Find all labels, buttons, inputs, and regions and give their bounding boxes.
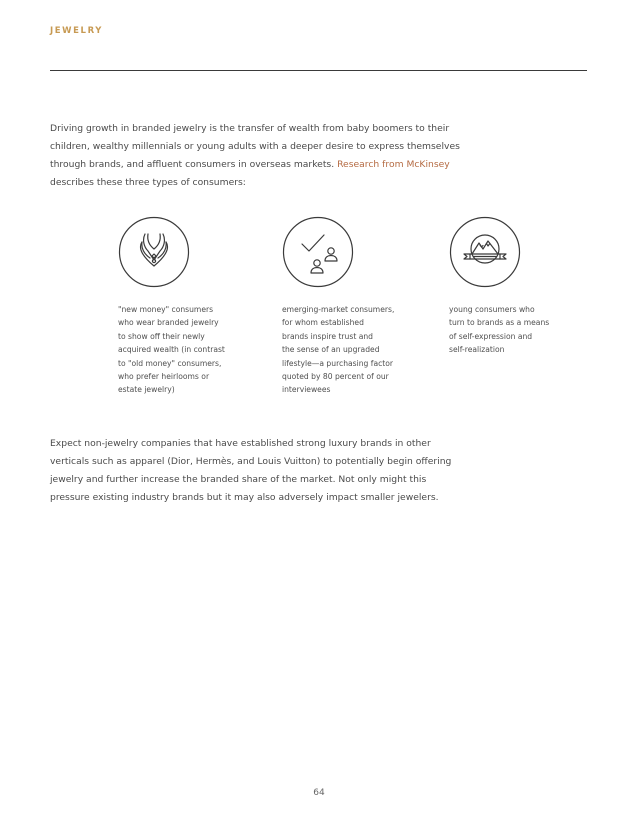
caption-line: emerging-market consumers, <box>282 305 395 314</box>
outro-line: jewelry and further increase the branded share of the market. Not only might this <box>50 474 427 485</box>
caption-line: the sense of an upgraded <box>282 345 380 355</box>
intro-line: describes these three types of consumers: <box>50 177 246 188</box>
caption-line: estate jewelry) <box>118 385 175 395</box>
caption-line: who wear branded jewelry <box>118 318 219 328</box>
necklace-icon <box>118 216 190 288</box>
consumer-type-caption <box>118 303 258 397</box>
caption-line: young consumers who <box>449 305 535 314</box>
outro-line: Expect non-jewelry companies that have established strong luxury brands in other <box>50 438 431 449</box>
caption-line: quoted by 80 percent of our <box>282 372 389 382</box>
header-divider <box>50 70 587 71</box>
caption-line: lifestyle—a purchasing factor <box>282 358 394 368</box>
caption-line: to "old money" consumers, <box>118 358 222 368</box>
mckinsey-research-link[interactable]: Research from McKinsey <box>337 159 450 170</box>
consumer-type-caption <box>282 303 422 397</box>
caption-line: for whom established <box>282 318 364 328</box>
intro-line <box>50 156 450 174</box>
section-label: JEWELRY <box>50 26 104 36</box>
caption-line: "new money" consumers <box>118 305 214 314</box>
caption-line: to show off their newly <box>118 331 205 341</box>
intro-line: Driving growth in branded jewelry is the transfer of wealth from baby boomers to their <box>50 123 450 134</box>
outro-line: pressure existing industry brands but it may also adversely impact smaller jewelers. <box>50 492 439 503</box>
outro-line: verticals such as apparel (Dior, Hermès, and Louis Vuitton) to potentially begin offering <box>50 456 452 467</box>
caption-line: who prefer heirlooms or <box>118 372 210 382</box>
intro-line-text: through brands, and affluent consumers in overseas markets. <box>50 159 338 170</box>
caption-line: self-realization <box>449 345 505 355</box>
caption-line: acquired wealth (in contrast <box>118 345 225 355</box>
outro-paragraph <box>50 435 450 507</box>
caption-line: turn to brands as a means <box>449 318 550 328</box>
page-number: 64 <box>313 788 325 798</box>
consumer-type-caption <box>449 303 589 357</box>
caption-line: of self-expression and <box>449 331 533 341</box>
checkmark-people-icon <box>282 216 354 288</box>
intro-line: children, wealthy millennials or young adults with a deeper desire to express themselves <box>50 141 460 152</box>
caption-line: interviewees <box>282 385 331 395</box>
mountain-banner-icon <box>449 216 521 288</box>
intro-paragraph <box>50 120 460 192</box>
caption-line: brands inspire trust and <box>282 331 373 341</box>
